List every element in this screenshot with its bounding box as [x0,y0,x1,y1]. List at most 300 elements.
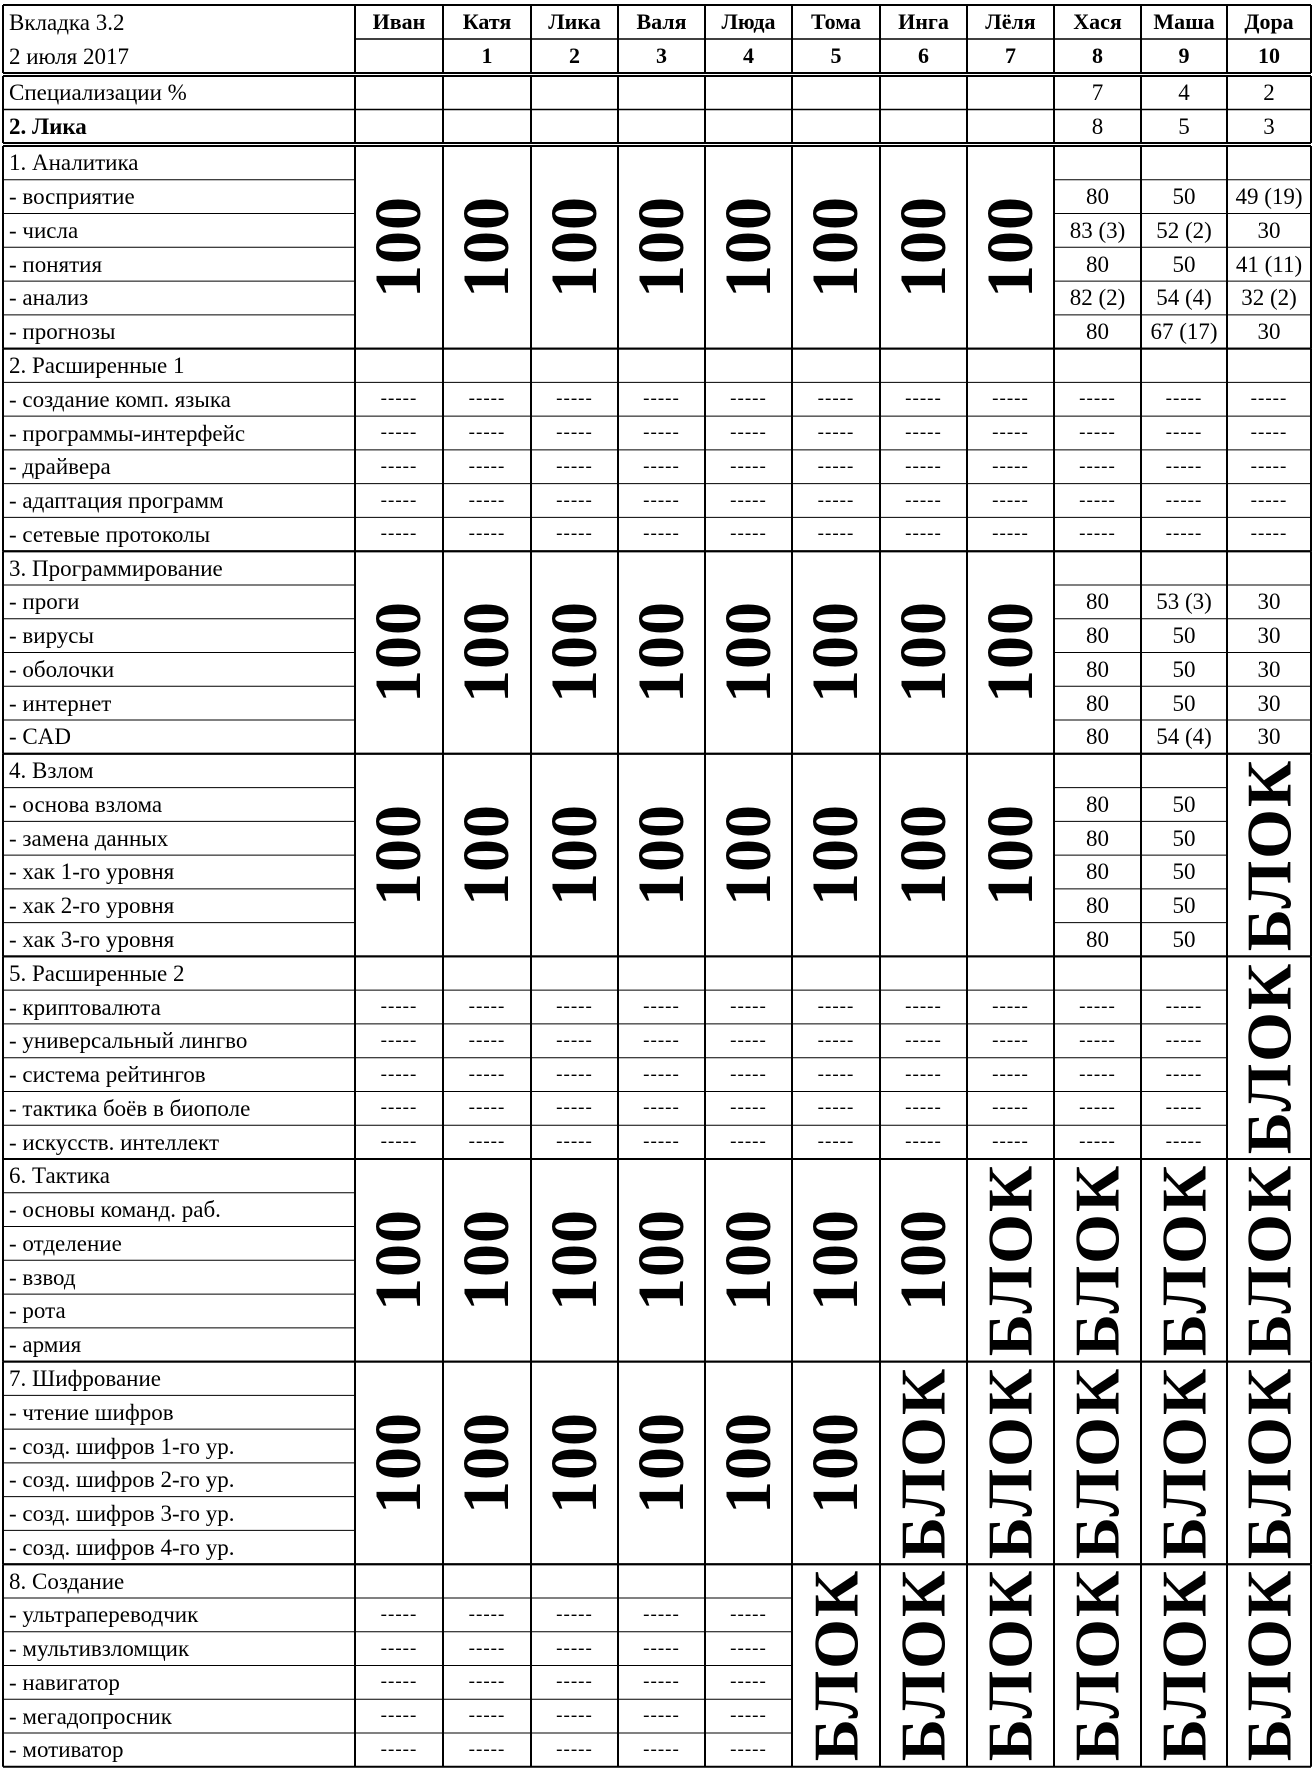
block-cell [1227,1159,1311,1362]
score-100-label: 100 [450,1411,523,1514]
dash-placeholder: ----- [1079,388,1116,410]
dash-placeholder: ----- [992,996,1029,1018]
section-row-label: - хак 1-го уровня [9,859,175,885]
dash-placeholder: ----- [817,388,855,410]
dash-placeholder: ----- [905,388,942,410]
score-100-cell [705,754,792,957]
dash-placeholder: ----- [556,996,593,1018]
block-cell [967,1564,1054,1767]
dash-placeholder: ----- [992,1097,1029,1119]
spec-value: 4 [1178,80,1190,106]
score-100-cell [880,146,967,349]
block-label: БЛОК [1061,1569,1133,1762]
section-title: 5. Расширенные 2 [9,960,185,986]
block-label: БЛОК [1233,1366,1304,1560]
dash-placeholder: ----- [380,1029,418,1051]
lika-value: 5 [1178,113,1190,139]
dash-placeholder: ----- [730,1097,767,1119]
lika-value [531,110,618,144]
dash-placeholder: ----- [380,455,418,477]
block-label: БЛОК [1233,1164,1304,1357]
score-100-label: 100 [624,1209,698,1312]
skill-value: 80 [1086,690,1109,716]
score-100-cell [880,551,967,754]
section-row-label: - анализ [9,285,89,311]
dash-placeholder: ----- [1165,1131,1203,1153]
dash-placeholder: ----- [380,1705,418,1727]
dash-placeholder: ----- [992,388,1029,410]
dash-placeholder: ----- [992,489,1029,511]
dash-placeholder: ----- [556,1603,593,1625]
section-row-label: - тактика боёв в биополе [9,1095,251,1121]
section-row-label: - система рейтингов [9,1062,206,1088]
skill-value: 50 [1172,251,1196,277]
section-row-label: - создание комп. языка [9,386,231,412]
dash-placeholder: ----- [992,1063,1029,1085]
skill-value: 80 [1086,589,1109,615]
dash-placeholder: ----- [1165,996,1203,1018]
dash-placeholder: ----- [905,1029,942,1051]
dash-placeholder: ----- [643,1131,680,1153]
block-cell [1227,1564,1311,1767]
score-100-label: 100 [711,804,785,907]
dash-placeholder: ----- [730,1705,767,1727]
block-cell [1141,1159,1227,1362]
score-100-cell [792,146,880,349]
block-label: БЛОК [1148,1569,1219,1762]
block-label: БЛОК [1148,1366,1219,1560]
skill-value: 80 [1086,893,1109,919]
dash-placeholder: ----- [468,1131,506,1153]
skill-value: 30 [1257,623,1281,649]
score-100-label: 100 [537,601,611,704]
person-name: Хася [1073,9,1122,34]
dash-placeholder: ----- [643,1029,680,1051]
score-100-cell [705,146,792,349]
score-100-label: 100 [973,601,1047,704]
dash-placeholder: ----- [556,1738,593,1760]
skill-value: 52 (2) [1156,217,1212,243]
score-100-label: 100 [886,196,960,299]
dash-placeholder: ----- [730,523,767,545]
skill-value: 50 [1172,656,1196,682]
lika-value [355,110,443,144]
block-cell [1227,754,1311,957]
score-100-cell [443,551,531,754]
score-100-cell [618,1159,705,1362]
block-label: БЛОК [887,1569,959,1762]
skill-value: 80 [1086,791,1109,817]
score-100-label: 100 [886,601,960,704]
dash-placeholder: ----- [556,1131,593,1153]
dash-placeholder: ----- [468,523,506,545]
section-row-label: - основа взлома [9,791,163,817]
dash-placeholder: ----- [556,1097,593,1119]
dash-placeholder: ----- [556,388,593,410]
person-number: 4 [743,43,754,68]
score-100-cell [705,1362,792,1565]
dash-placeholder: ----- [1079,489,1116,511]
dash-placeholder: ----- [643,1097,680,1119]
section-row-label: - оболочки [9,656,115,682]
spec-value [705,76,792,110]
block-label: БЛОК [1148,1164,1219,1357]
section-row-label: - мотиватор [9,1737,124,1763]
dash-placeholder: ----- [905,489,942,511]
score-100-label: 100 [537,196,611,299]
tab-label: Вкладка 3.2 [9,9,125,35]
score-100-cell [618,551,705,754]
skill-value: 80 [1086,859,1109,885]
dash-placeholder: ----- [992,1029,1029,1051]
dash-placeholder: ----- [380,1738,418,1760]
score-100-label: 100 [362,196,435,299]
person-name: Валя [636,9,687,34]
dash-placeholder: ----- [905,1131,942,1153]
lika-value [792,110,880,144]
dash-placeholder: ----- [380,1603,418,1625]
lika-value: 3 [1263,113,1275,139]
dash-placeholder: ----- [556,1637,593,1659]
section-title: 7. Шифрование [9,1365,162,1391]
score-100-cell [355,1362,443,1565]
block-cell [1227,956,1311,1159]
dash-placeholder: ----- [730,1131,767,1153]
dash-placeholder: ----- [380,523,418,545]
dash-placeholder: ----- [817,523,855,545]
dash-placeholder: ----- [730,1063,767,1085]
skill-value: 80 [1086,184,1109,210]
score-100-label: 100 [362,1411,435,1514]
person-name: Маша [1153,9,1215,34]
lika-value [443,110,531,144]
score-100-label: 100 [624,1411,698,1514]
block-cell [1141,1362,1227,1565]
section-row-label: - сетевые протоколы [9,521,211,547]
score-100-cell [443,146,531,349]
dash-placeholder: ----- [730,455,767,477]
block-label: БЛОК [1233,758,1304,952]
section-row-label: - драйвера [9,454,111,480]
dash-placeholder: ----- [468,422,506,443]
person-name: Лика [548,9,601,34]
dash-placeholder: ----- [468,1637,506,1659]
spec-value [967,76,1054,110]
score-100-cell [618,1362,705,1565]
dash-placeholder: ----- [1079,523,1116,545]
score-100-label: 100 [450,196,523,299]
block-label: БЛОК [1233,961,1304,1154]
score-100-cell [792,1159,880,1362]
dash-placeholder: ----- [1165,1063,1203,1085]
score-100-cell [792,1362,880,1565]
skill-value: 67 (17) [1150,319,1218,345]
dash-placeholder: ----- [380,1131,418,1153]
skill-value: 50 [1172,825,1196,851]
score-100-label: 100 [799,601,872,704]
spec-value [443,76,531,110]
section-row-label: - отделение [9,1230,122,1256]
skill-value: 80 [1086,319,1109,345]
skill-value: 82 (2) [1069,285,1126,311]
dash-placeholder: ----- [730,996,767,1018]
dash-placeholder: ----- [556,523,593,545]
section-row-label: - искусств. интеллект [9,1129,220,1155]
score-100-cell [792,551,880,754]
skill-value: 80 [1086,724,1109,750]
person-number: 2 [569,43,580,68]
score-100-label: 100 [973,196,1047,299]
block-cell [967,1159,1054,1362]
score-100-cell [443,754,531,957]
score-100-label: 100 [362,601,435,704]
section-row-label: - чтение шифров [9,1399,174,1425]
dash-placeholder: ----- [730,489,767,511]
lika-value: 8 [1091,113,1104,139]
dash-placeholder: ----- [556,422,593,443]
dash-placeholder: ----- [1079,422,1116,443]
score-100-label: 100 [973,804,1047,907]
person-number: 5 [830,43,842,68]
dash-placeholder: ----- [1165,422,1203,443]
block-cell [967,1362,1054,1565]
dash-placeholder: ----- [380,1097,418,1119]
dash-placeholder: ----- [380,422,418,443]
dash-placeholder: ----- [1165,388,1203,410]
dash-placeholder: ----- [556,489,593,511]
dash-placeholder: ----- [992,1131,1029,1153]
block-cell [1054,1362,1141,1565]
dash-placeholder: ----- [905,422,942,443]
dash-placeholder: ----- [905,455,942,477]
score-100-label: 100 [450,1209,523,1312]
dash-placeholder: ----- [817,1131,855,1153]
person-name: Дора [1244,9,1294,34]
block-label: БЛОК [974,1366,1046,1560]
dash-placeholder: ----- [380,489,418,511]
dash-placeholder: ----- [1079,996,1116,1018]
section-title: 8. Создание [9,1568,125,1594]
dash-placeholder: ----- [1079,1131,1116,1153]
skill-value: 80 [1086,825,1109,851]
block-label: БЛОК [887,1366,959,1560]
dash-placeholder: ----- [817,1097,855,1119]
dash-placeholder: ----- [817,1063,855,1085]
dash-placeholder: ----- [643,1671,680,1693]
dash-placeholder: ----- [730,388,767,410]
section-row-label: - созд. шифров 2-го ур. [9,1467,235,1493]
dash-placeholder: ----- [380,1671,418,1693]
person-name: Инга [898,9,949,34]
dash-placeholder: ----- [730,1671,767,1693]
spec-value [531,76,618,110]
section-row-label: - CAD [9,724,71,750]
score-100-label: 100 [537,804,611,907]
score-100-cell [880,754,967,957]
block-cell [1054,1159,1141,1362]
skill-value: 41 (11) [1235,251,1303,277]
dash-placeholder: ----- [1250,455,1288,477]
score-100-cell [355,551,443,754]
dash-placeholder: ----- [468,1603,506,1625]
spec-value [880,76,967,110]
lika-value [880,110,967,144]
score-100-label: 100 [362,804,435,907]
section-title: 6. Тактика [9,1163,110,1189]
dash-placeholder: ----- [817,1029,855,1051]
section-row-label: - мультивзломщик [9,1636,190,1662]
person-number: 3 [656,43,667,68]
dash-placeholder: ----- [643,489,680,511]
dash-placeholder: ----- [817,996,855,1018]
score-100-cell [531,1159,618,1362]
date-label: 2 июля 2017 [9,43,129,69]
dash-placeholder: ----- [1165,523,1203,545]
dash-placeholder: ----- [905,523,942,545]
section-row-label: - понятия [9,251,103,277]
person-name: Люда [721,9,776,34]
dash-placeholder: ----- [643,1705,680,1727]
dash-placeholder: ----- [817,489,855,511]
section-row-label: - хак 2-го уровня [9,893,175,919]
section-row-label: - адаптация программ [9,488,224,514]
block-cell [880,1564,967,1767]
dash-placeholder: ----- [643,455,680,477]
skill-value: 80 [1086,656,1109,682]
skill-value: 30 [1257,724,1281,750]
dash-placeholder: ----- [468,1705,506,1727]
section-row-label: - созд. шифров 1-го ур. [9,1433,235,1459]
section-row-label: - программы-интерфейс [9,420,246,446]
dash-placeholder: ----- [1250,422,1288,443]
section-row-label: - навигатор [9,1669,120,1695]
dash-placeholder: ----- [643,1063,680,1085]
dash-placeholder: ----- [1250,489,1288,511]
dash-placeholder: ----- [730,1603,767,1625]
skill-value: 30 [1257,319,1281,345]
score-100-label: 100 [711,1209,785,1312]
score-100-cell [792,754,880,957]
dash-placeholder: ----- [1165,489,1203,511]
dash-placeholder: ----- [468,1738,506,1760]
score-100-cell [618,754,705,957]
section-row-label: - восприятие [9,184,135,210]
section-row-label: - армия [9,1332,82,1358]
score-100-label: 100 [799,196,872,299]
skill-value: 80 [1086,927,1109,952]
score-100-cell [531,1362,618,1565]
skill-value: 54 (4) [1156,285,1212,311]
person-number: 7 [1005,43,1016,68]
spec-value [792,76,880,110]
dash-placeholder: ----- [643,422,680,443]
specializations-label: Специализации % [9,80,187,106]
block-cell [1227,1362,1311,1565]
dash-placeholder: ----- [730,1637,767,1659]
score-100-label: 100 [537,1411,611,1514]
dash-placeholder: ----- [556,1705,593,1727]
score-100-cell [967,146,1054,349]
dash-placeholder: ----- [730,1738,767,1760]
dash-placeholder: ----- [992,455,1029,477]
score-100-label: 100 [886,1209,960,1312]
score-100-cell [531,551,618,754]
skill-value: 50 [1172,893,1196,919]
section-row-label: - числа [9,217,79,243]
spec-value [355,76,443,110]
section-title: 4. Взлом [9,758,94,784]
section-row-label: - прогнозы [9,319,116,345]
dash-placeholder: ----- [730,1029,767,1051]
dash-placeholder: ----- [468,1097,506,1119]
person-number: 10 [1258,43,1280,68]
dash-placeholder: ----- [643,1603,680,1625]
score-100-cell [355,146,443,349]
dash-placeholder: ----- [817,422,855,443]
dash-placeholder: ----- [730,422,767,443]
person-number: 1 [481,43,493,68]
person-name: Катя [462,9,512,34]
dash-placeholder: ----- [468,1063,506,1085]
section-row-label: - универсальный лингво [9,1028,248,1054]
score-100-label: 100 [450,804,523,907]
skill-value: 83 (3) [1069,217,1126,243]
dash-placeholder: ----- [380,996,418,1018]
lika-value [705,110,792,144]
section-title: 1. Аналитика [9,150,139,176]
dash-placeholder: ----- [468,388,506,410]
dash-placeholder: ----- [556,1671,593,1693]
score-100-cell [705,551,792,754]
dash-placeholder: ----- [905,1097,942,1119]
block-label: БЛОК [1061,1164,1133,1357]
skill-value: 53 (3) [1156,589,1212,615]
dash-placeholder: ----- [643,996,680,1018]
dash-placeholder: ----- [468,1671,506,1693]
dash-placeholder: ----- [1079,1063,1116,1085]
person-name: Иван [372,9,426,34]
dash-placeholder: ----- [1250,523,1288,545]
spec-value [618,76,705,110]
skill-value: 80 [1086,251,1109,277]
dash-placeholder: ----- [643,1738,680,1760]
score-100-label: 100 [711,196,785,299]
dash-placeholder: ----- [380,1063,418,1085]
lika-value [618,110,705,144]
block-cell [880,1362,967,1565]
block-cell [1054,1564,1141,1767]
person-name: Лёля [985,9,1036,34]
section-row-label: - взвод [9,1264,76,1290]
score-100-cell [443,1362,531,1565]
dash-placeholder: ----- [468,1029,506,1051]
skill-value: 30 [1257,656,1281,682]
section-row-label: - рота [9,1298,66,1324]
person-number: 8 [1092,43,1103,68]
person-number: 9 [1178,43,1190,68]
dash-placeholder: ----- [468,455,506,477]
section-row-label: - ультрапереводчик [9,1602,199,1628]
person-number: 6 [918,43,929,68]
dash-placeholder: ----- [1079,455,1116,477]
score-100-label: 100 [362,1209,435,1312]
score-100-cell [618,146,705,349]
skill-value: 80 [1086,623,1109,649]
skill-value: 30 [1257,589,1281,615]
skill-value: 49 (19) [1235,184,1303,210]
skill-value: 54 (4) [1156,724,1212,750]
skill-value: 30 [1257,690,1281,716]
